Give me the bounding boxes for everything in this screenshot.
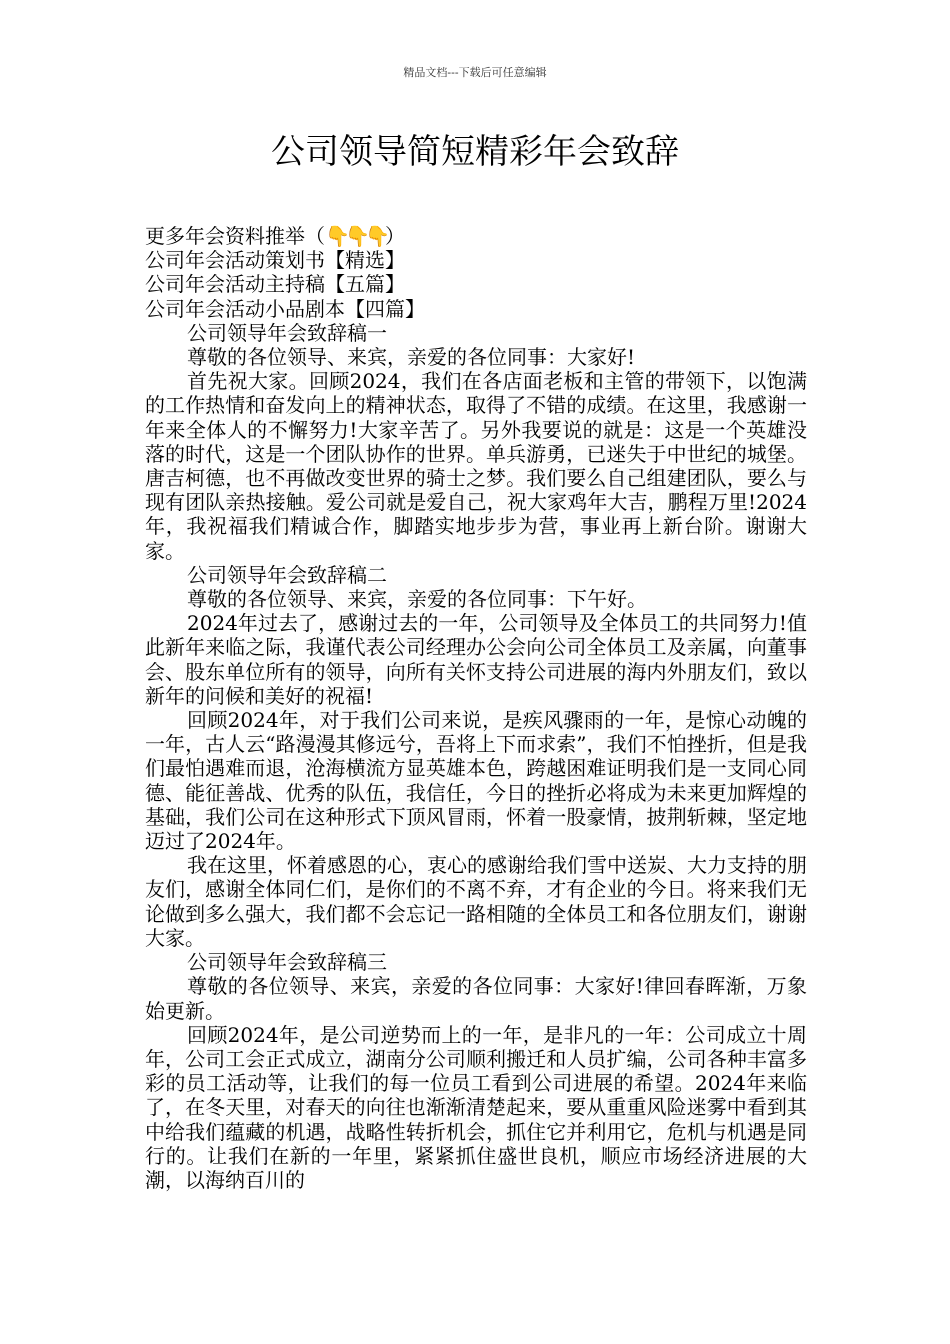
- pointing-down-icon: 👇: [365, 224, 390, 248]
- recommend-link-skit-script[interactable]: 公司年会活动小品剧本【四篇】: [145, 296, 425, 321]
- paragraph: 2024年过去了，感谢过去的一年，公司领导及全体员工的共同努力!值此新年来临之际，我谨代表公司经理办公会向公司全体员工及亲属，向董事会、股东单位所有的领导，向所有关怀支持公司进展的海内外朋友们，致以新年的问候和美好的祝福!: [145, 611, 807, 708]
- header-note: 精品文档---下载后可任意编辑: [403, 66, 547, 79]
- paragraph: 尊敬的各位领导、来宾，亲爱的各位同事：下午好。: [187, 587, 647, 612]
- section-heading: 公司领导年会致辞稿二: [187, 562, 387, 587]
- paragraph: 回顾2024年，对于我们公司来说，是疾风骤雨的一年，是惊心动魄的一年，古人云“路漫漫其修远兮，吾将上下而求索”，我们不怕挫折，但是我们最怕遇难而退，沧海横流方显英雄本色，跨越困难证明我们是一支同心同德、能征善战、优秀的队伍，我信任，今日的挫折必将成为未来更加辉煌的基础，我们公司在这种形式下顶风冒雨，怀着一股豪情，披荆斩棘，坚定地迈过了2024年。: [145, 708, 807, 854]
- paragraph: 首先祝大家。回顾2024，我们在各店面老板和主管的带领下，以饱满的工作热情和奋发向上的精神状态，取得了不错的成绩。在这里，我感谢一年来全体人的不懈努力!大家辛苦了。另外我要说的就是：这是一个英雄没落的时代，这是一个团队协作的世界。单兵游勇，已迷失于中世纪的城堡。唐吉柯德，也不再做改变世界的骑士之梦。我们要么自己组建团队，要么与现有团队亲热接触。爱公司就是爱自己，祝大家鸡年大吉，鹏程万里!2024年，我祝福我们精诚合作，脚踏实地步步为营，事业再上新台阶。谢谢大家。: [145, 369, 807, 563]
- section-heading: 公司领导年会致辞稿一: [187, 320, 387, 345]
- recommend-line: [145, 224, 807, 248]
- pointing-down-icon: 👇: [325, 224, 350, 248]
- recommend-link-plan[interactable]: 公司年会活动策划书【精选】: [145, 248, 405, 273]
- document-title: 公司领导简短精彩年会致辞: [271, 132, 679, 172]
- recommend-suffix: ）: [385, 224, 405, 248]
- pointing-down-icon: 👇: [345, 224, 370, 248]
- paragraph: 尊敬的各位领导、来宾，亲爱的各位同事：大家好!: [187, 345, 636, 370]
- recommend-link-host-script[interactable]: 公司年会活动主持稿【五篇】: [145, 272, 405, 297]
- section-heading: 公司领导年会致辞稿三: [187, 950, 387, 975]
- paragraph: 我在这里，怀着感恩的心，衷心的感谢给我们雪中送炭、大力支持的朋友们，感谢全体同仁们，是你们的不离不弃，才有企业的今日。将来我们无论做到多么强大，我们都不会忘记一路相随的全体员工和各位朋友们，谢谢大家。: [145, 853, 807, 950]
- paragraph: 回顾2024年，是公司逆势而上的一年，是非凡的一年：公司成立十周年，公司工会正式成立，湖南分公司顺利搬迁和人员扩编，公司各种丰富多彩的员工活动等，让我们的每一位员工看到公司进展的希望。2024年来临了，在冬天里，对春天的向往也渐渐清楚起来，要从重重风险迷雾中看到其中给我们蕴藏的机遇，战略性转折机会，抓住它并利用它，危机与机遇是同行的。让我们在新的一年里，紧紧抓住盛世良机，顺应市场经济进展的大潮，以海纳百川的: [145, 1022, 807, 1192]
- paragraph: 尊敬的各位领导、来宾，亲爱的各位同事：大家好!律回春晖渐，万象始更新。: [145, 974, 807, 1023]
- document-body: [145, 224, 807, 1192]
- recommend-prefix: 更多年会资料推举（: [145, 224, 325, 248]
